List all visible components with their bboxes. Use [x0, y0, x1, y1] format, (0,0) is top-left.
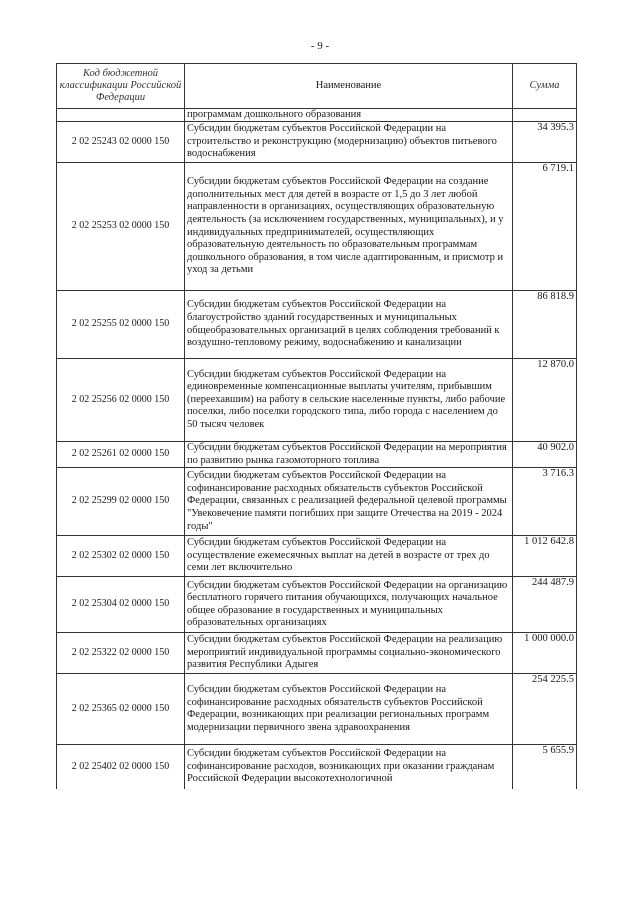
row-name: Субсидии бюджетам субъектов Российской Федерации на реализацию мероприятий индивидуальной программы социально-экономического развития Республики Адыгея	[185, 633, 513, 674]
table-row	[57, 291, 577, 359]
table-row	[57, 122, 577, 163]
row-code: 2 02 25304 02 0000 150	[57, 577, 185, 633]
table-row	[57, 633, 577, 674]
row-sum: 3 716.3	[513, 468, 577, 536]
continuation-code-cell	[57, 109, 185, 122]
table-row	[57, 163, 577, 291]
row-code: 2 02 25256 02 0000 150	[57, 359, 185, 442]
continuation-sum-cell	[513, 109, 577, 122]
table-row	[57, 745, 577, 790]
row-code: 2 02 25253 02 0000 150	[57, 163, 185, 291]
row-code: 2 02 25302 02 0000 150	[57, 536, 185, 577]
row-code: 2 02 25322 02 0000 150	[57, 633, 185, 674]
table-row	[57, 577, 577, 633]
row-code: 2 02 25365 02 0000 150	[57, 674, 185, 745]
row-name: Субсидии бюджетам субъектов Российской Федерации на благоустройство зданий государственных и муниципальных общеобразовательных организаций в целях соблюдения требований к воздушно-тепловому режиму, водоснабжению и канализации	[185, 291, 513, 359]
continuation-text: программам дошкольного образования	[185, 109, 513, 122]
row-sum: 5 655.9	[513, 745, 577, 790]
row-name: Субсидии бюджетам субъектов Российской Федерации на мероприятия по развитию рынка газомоторного топлива	[185, 442, 513, 468]
header-sum: Сумма	[513, 64, 577, 109]
table-row	[57, 536, 577, 577]
row-code: 2 02 25402 02 0000 150	[57, 745, 185, 790]
row-sum: 34 395.3	[513, 122, 577, 163]
row-name: Субсидии бюджетам субъектов Российской Федерации на софинансирование расходных обязательств субъектов Российской Федерации, возникающих при реализации региональных программ модернизации первичного звена здравоохранения	[185, 674, 513, 745]
row-code: 2 02 25299 02 0000 150	[57, 468, 185, 536]
row-name: Субсидии бюджетам субъектов Российской Федерации на единовременные компенсационные выплаты учителям, прибывшим (переехавшим) на работу в сельские населенные пункты, либо рабочие поселки, либо поселки городского типа, либо города с населением до 50 тысяч человек	[185, 359, 513, 442]
row-sum: 1 012 642.8	[513, 536, 577, 577]
row-name: Субсидии бюджетам субъектов Российской Федерации на софинансирование расходов, возникающих при оказании гражданам Российской Федерации высокотехнологичной	[185, 745, 513, 790]
table-row	[57, 674, 577, 745]
header-code: Код бюджетной классификации Российской Федерации	[57, 64, 185, 109]
row-name: Субсидии бюджетам субъектов Российской Федерации на организацию бесплатного горячего питания обучающихся, получающих начальное общее образование в государственных и муниципальных образовательных организациях	[185, 577, 513, 633]
row-name: Субсидии бюджетам субъектов Российской Федерации на осуществление ежемесячных выплат на детей в возрасте от трех до семи лет включительно	[185, 536, 513, 577]
row-sum: 40 902.0	[513, 442, 577, 468]
table-row	[57, 468, 577, 536]
row-code: 2 02 25261 02 0000 150	[57, 442, 185, 468]
budget-table	[56, 63, 577, 789]
table-body	[57, 109, 577, 790]
header-name: Наименование	[185, 64, 513, 109]
row-sum: 254 225.5	[513, 674, 577, 745]
page-number: - 9 -	[310, 40, 330, 52]
row-sum: 6 719.1	[513, 163, 577, 291]
table-row	[57, 359, 577, 442]
row-name: Субсидии бюджетам субъектов Российской Федерации на софинансирование расходных обязательств субъектов Российской Федерации, связанных с реализацией федеральной целевой программы "Увековечение памяти погибших при защите Отечества на 2019 - 2024 годы"	[185, 468, 513, 536]
table-row	[57, 442, 577, 468]
row-sum: 86 818.9	[513, 291, 577, 359]
row-code: 2 02 25243 02 0000 150	[57, 122, 185, 163]
row-code: 2 02 25255 02 0000 150	[57, 291, 185, 359]
row-name: Субсидии бюджетам субъектов Российской Федерации на строительство и реконструкцию (модернизацию) объектов питьевого водоснабжения	[185, 122, 513, 163]
row-name: Субсидии бюджетам субъектов Российской Федерации на создание дополнительных мест для детей в возрасте от 1,5 до 3 лет любой направленности в организациях, осуществляющих образовательную деятельность (за исключением государственных, муниципальных), и у индивидуальных предпринимателей, осуществляющих образовательную деятельность по образовательным программам дошкольного образования, в том числе адаптированным, и присмотр и уход за детьми	[185, 163, 513, 291]
row-sum: 12 870.0	[513, 359, 577, 442]
continuation-row	[57, 109, 577, 122]
row-sum: 244 487.9	[513, 577, 577, 633]
row-sum: 1 000 000.0	[513, 633, 577, 674]
table-header-row	[57, 64, 577, 109]
